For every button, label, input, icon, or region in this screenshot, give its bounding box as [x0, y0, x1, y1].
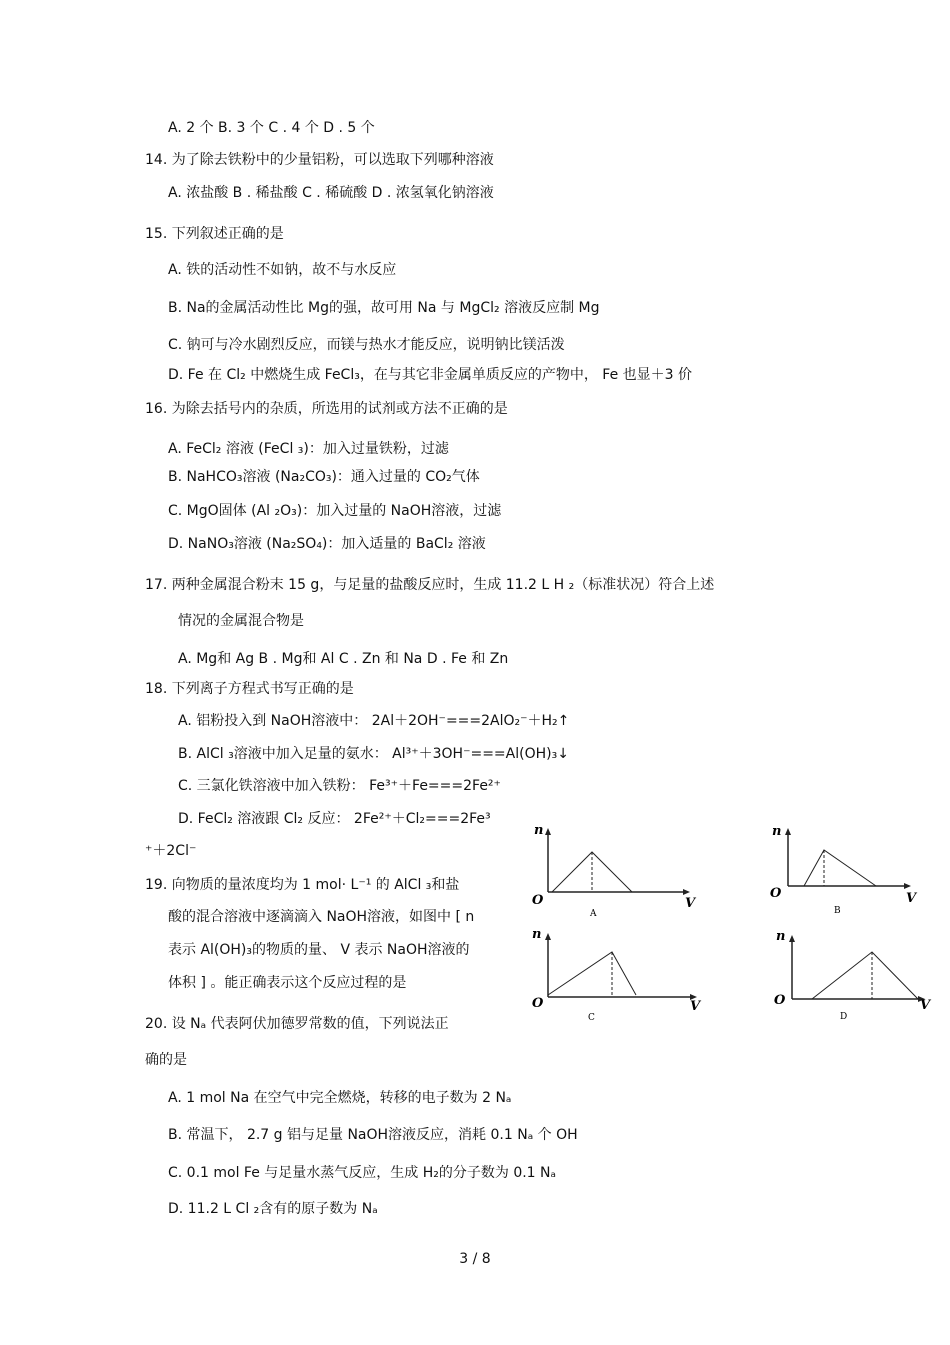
curve: [804, 850, 876, 886]
v-axis-label: V: [920, 998, 931, 1013]
y-axis-arrow: [785, 828, 791, 835]
q15-option-b: B. Na的金属活动性比 Mg的强，故可用 Na 与 MgCl₂ 溶液反应制 Mg: [168, 300, 600, 316]
y-axis-arrow: [789, 935, 795, 942]
graph-c: [530, 925, 710, 1025]
q18-option-c: C. 三氯化铁溶液中加入铁粉： Fe³⁺＋Fe===2Fe²⁺: [178, 778, 501, 794]
y-axis-arrow: [545, 933, 551, 940]
q18-option-b: B. AlCl ₃溶液中加入足量的氨水： Al³⁺＋3OH⁻===Al(OH)₃↓: [178, 746, 569, 762]
v-axis-label: V: [690, 999, 701, 1014]
origin-label: O: [532, 893, 544, 908]
graph-caption: B: [834, 906, 841, 916]
n-axis-label: n: [772, 824, 782, 839]
question-17: 17. 两种金属混合粉末 15 g，与足量的盐酸反应时，生成 11.2 L H ₂（标准状况）符合上述: [145, 577, 715, 593]
q16-option-c: C. MgO固体 (Al ₂O₃)：加入过量的 NaOH溶液，过滤: [168, 503, 502, 519]
q18-option-d: D. FeCl₂ 溶液跟 Cl₂ 反应： 2Fe²⁺＋Cl₂===2Fe³: [178, 811, 491, 827]
graph-a: [530, 822, 700, 922]
q20-option-c: C. 0.1 mol Fe 与足量水蒸气反应，生成 H₂的分子数为 0.1 Nₐ: [168, 1165, 556, 1181]
curve: [548, 952, 636, 995]
graph-b: [768, 822, 938, 922]
graph-caption: D: [840, 1012, 848, 1022]
n-axis-label: n: [532, 927, 542, 942]
x-axis-arrow: [683, 889, 690, 895]
q14-options: A. 浓盐酸 B . 稀盐酸 C . 稀硫酸 D . 浓氢氧化钠溶液: [168, 185, 494, 201]
question-18: 18. 下列离子方程式书写正确的是: [145, 681, 354, 697]
x-axis-arrow: [904, 883, 911, 889]
question-19-line3: 表示 Al(OH)₃的物质的量、 V 表示 NaOH溶液的: [168, 942, 470, 958]
q13-options: A. 2 个 B. 3 个 C . 4 个 D . 5 个: [168, 120, 375, 136]
v-axis-label: V: [685, 896, 696, 911]
q15-option-c: C. 钠可与冷水剧烈反应，而镁与热水才能反应，说明钠比镁活泼: [168, 337, 565, 353]
question-15: 15. 下列叙述正确的是: [145, 226, 284, 242]
n-axis-label: n: [534, 823, 544, 838]
q16-option-a: A. FeCl₂ 溶液 (FeCl ₃)：加入过量铁粉，过滤: [168, 441, 449, 457]
q17-options: A. Mg和 Ag B . Mg和 Al C . Zn 和 Na D . Fe 和 Zn: [178, 651, 509, 667]
q20-option-a: A. 1 mol Na 在空气中完全燃烧，转移的电子数为 2 Nₐ: [168, 1090, 512, 1106]
question-20: 20. 设 Nₐ 代表阿伏加德罗常数的值，下列说法正: [145, 1016, 449, 1032]
q18-option-a: A. 铝粉投入到 NaOH溶液中： 2Al＋2OH⁻===2AlO₂⁻＋H₂↑: [178, 713, 570, 729]
question-17-cont: 情况的金属混合物是: [178, 613, 304, 629]
page-number: 3 / 8: [459, 1251, 491, 1267]
question-19-line4: 体积 ] 。能正确表示这个反应过程的是: [168, 975, 407, 991]
origin-label: O: [532, 996, 544, 1011]
curve: [812, 952, 918, 999]
question-19-line2: 酸的混合溶液中逐滴滴入 NaOH溶液，如图中 [ n: [168, 909, 475, 925]
graph-d: [770, 927, 940, 1027]
question-20-cont: 确的是: [145, 1052, 187, 1068]
v-axis-label: V: [906, 891, 917, 906]
question-19-line1: 19. 向物质的量浓度均为 1 mol· L⁻¹ 的 AlCl ₃和盐: [145, 877, 460, 893]
q16-option-d: D. NaNO₃溶液 (Na₂SO₄)：加入适量的 BaCl₂ 溶液: [168, 536, 486, 552]
q15-option-a: A. 铁的活动性不如钠，故不与水反应: [168, 262, 397, 278]
q16-option-b: B. NaHCO₃溶液 (Na₂CO₃)：通入过量的 CO₂气体: [168, 469, 480, 485]
y-axis-arrow: [545, 828, 551, 835]
graph-caption: C: [588, 1013, 595, 1023]
origin-label: O: [770, 886, 782, 901]
question-14: 14. 为了除去铁粉中的少量铝粉，可以选取下列哪种溶液: [145, 152, 494, 168]
q20-option-d: D. 11.2 L Cl ₂含有的原子数为 Nₐ: [168, 1201, 378, 1217]
graph-caption: A: [590, 909, 597, 919]
q20-option-b: B. 常温下， 2.7 g 铝与足量 NaOH溶液反应，消耗 0.1 Nₐ 个 OH: [168, 1127, 578, 1143]
origin-label: O: [774, 993, 786, 1008]
q15-option-d: D. Fe 在 Cl₂ 中燃烧生成 FeCl₃，在与其它非金属单质反应的产物中， Fe 也显＋3 价: [168, 367, 692, 383]
q18-option-d-cont: ⁺＋2Cl⁻: [145, 843, 197, 859]
question-16: 16. 为除去括号内的杂质，所选用的试剂或方法不正确的是: [145, 401, 508, 417]
n-axis-label: n: [776, 929, 786, 944]
